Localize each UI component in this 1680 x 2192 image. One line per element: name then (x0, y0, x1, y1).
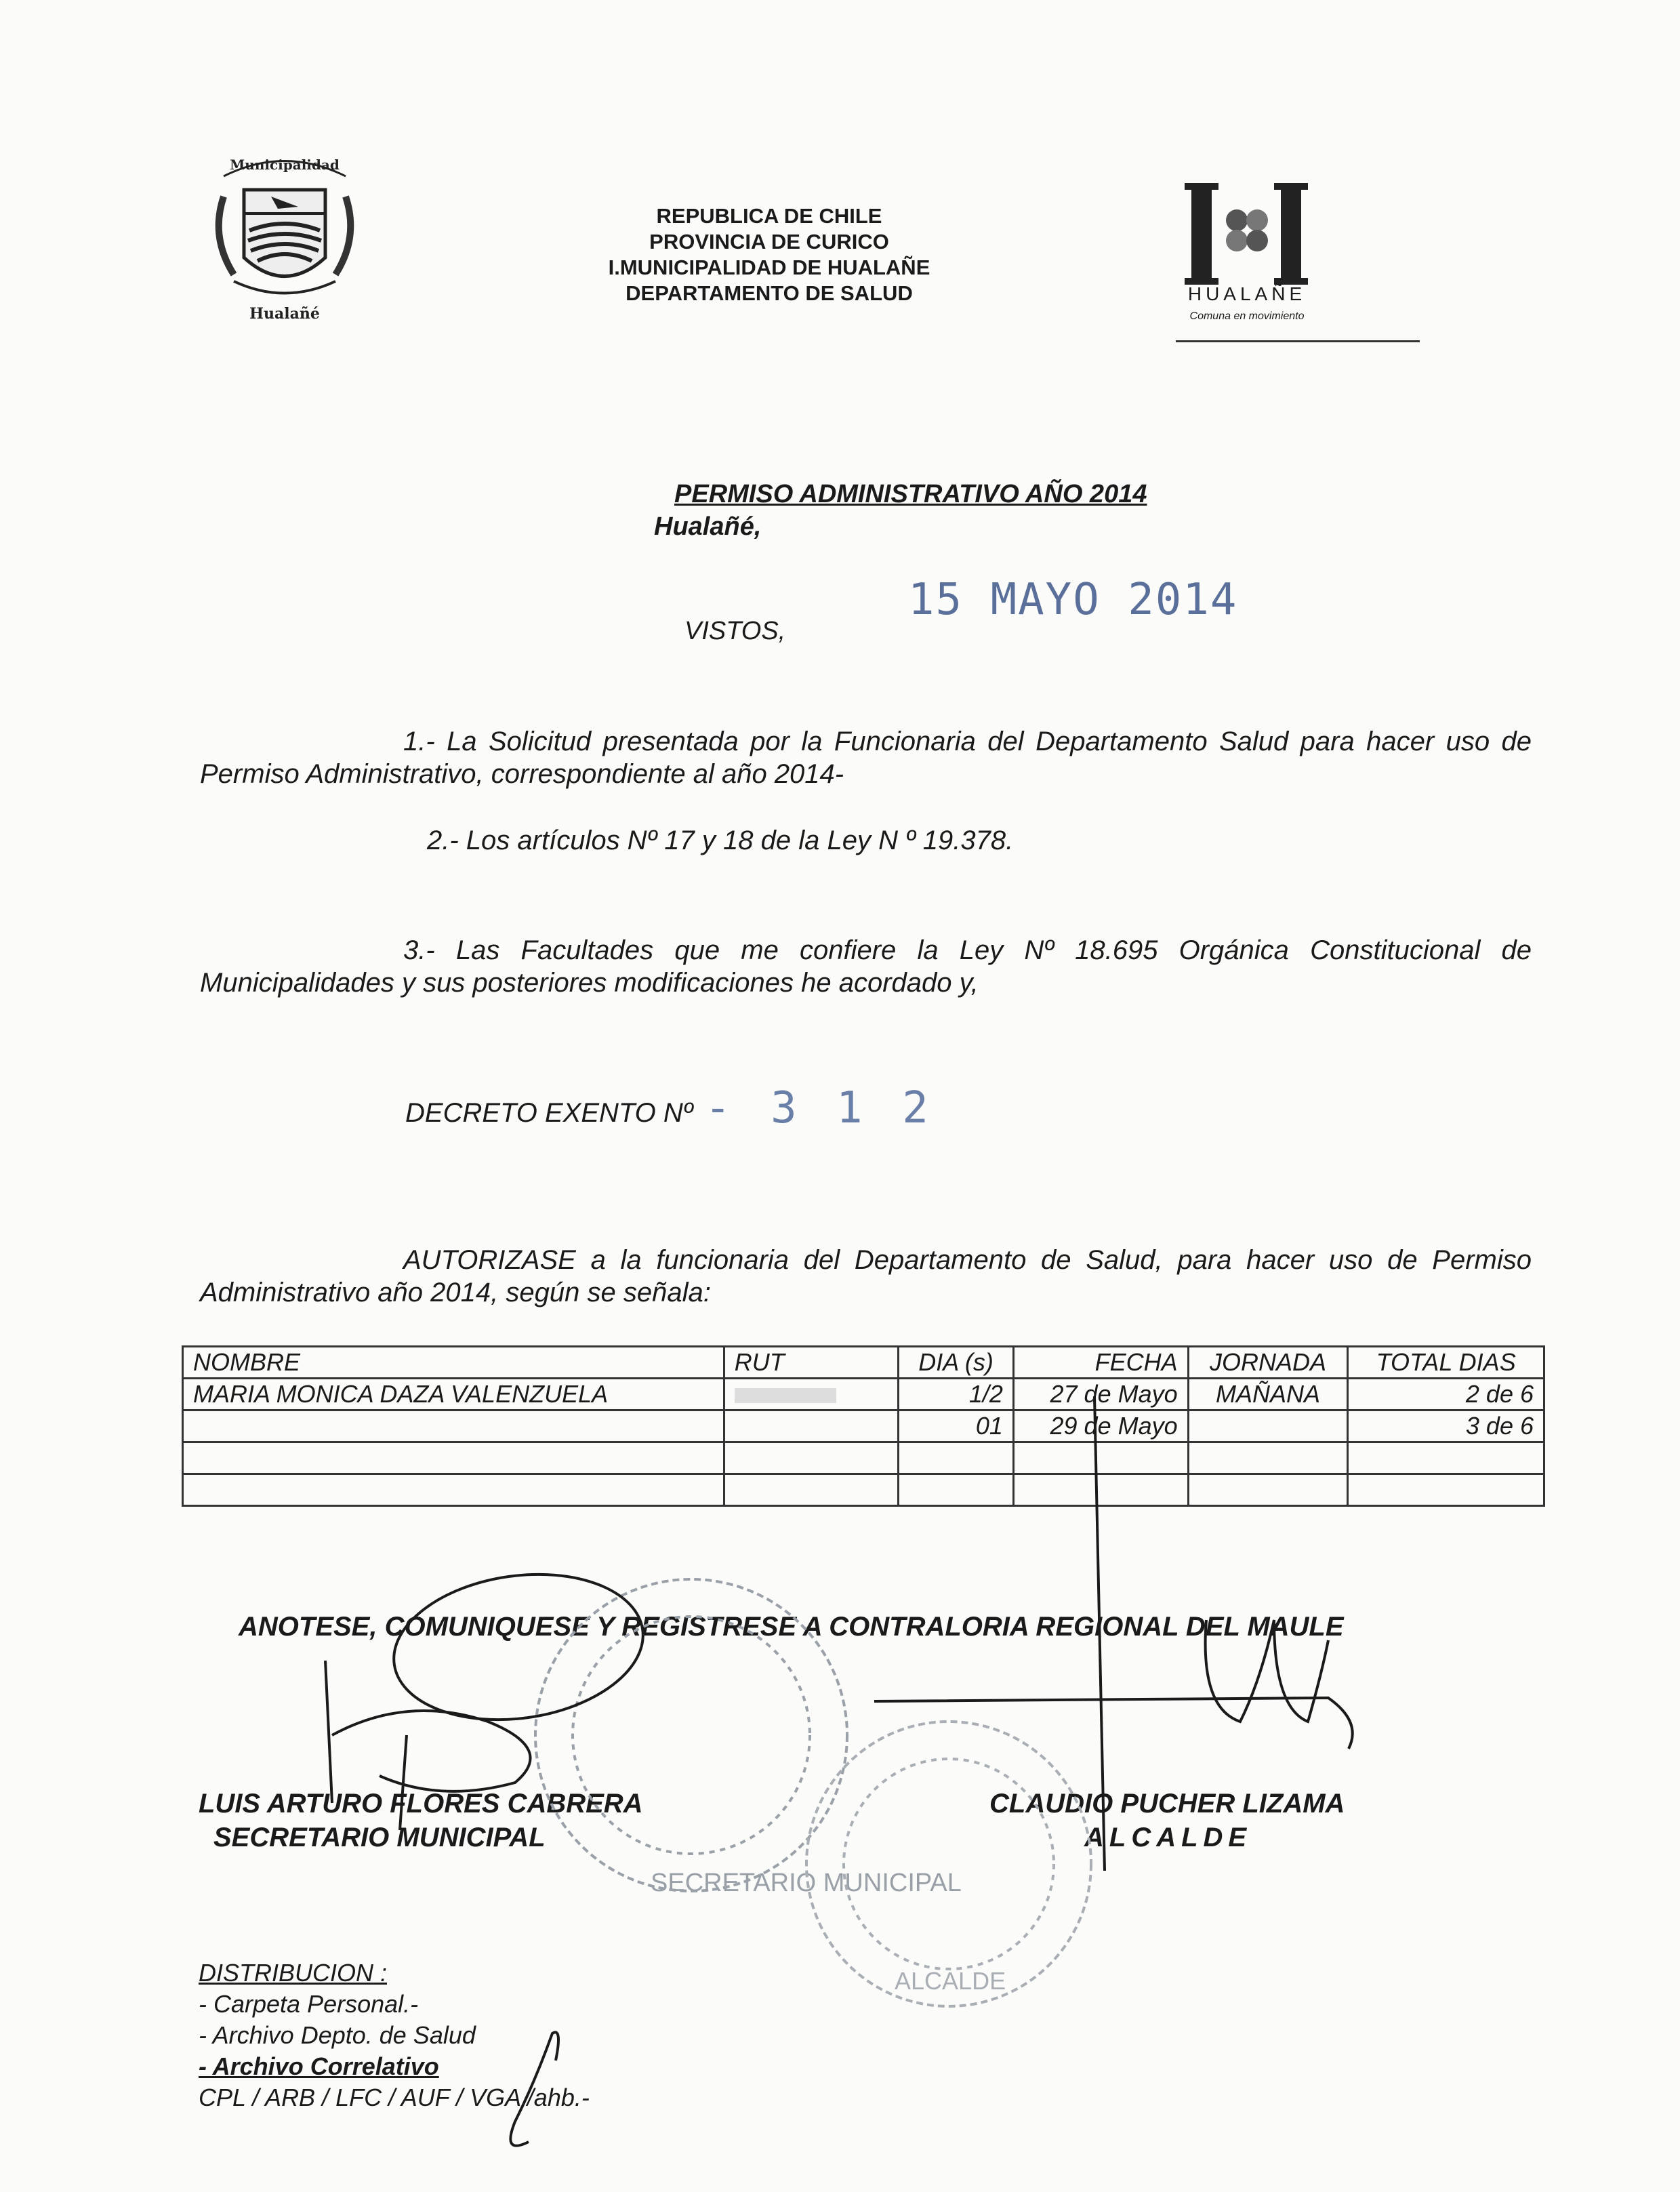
decreto-label: DECRETO EXENTO Nº (405, 1098, 693, 1128)
logo-tagline: Comuna en movimiento (1189, 310, 1305, 322)
secretary-name: LUIS ARTURO FLORES CABRERA (199, 1789, 643, 1819)
cell-total-dias: 2 de 6 (1348, 1379, 1544, 1410)
secretary-stamp (535, 1579, 847, 1891)
item-2-paragraph: 2.- Los artículos Nº 17 y 18 de la Ley N º 19.378. (427, 826, 1014, 855)
distribution-heading: DISTRIBUCION : (199, 1959, 388, 1987)
mayor-role: ALCALDE (1084, 1823, 1252, 1852)
distribution-item: - Archivo Correlativo (199, 2052, 439, 2080)
mayor-stamp (806, 1722, 1091, 2006)
distribution-item: - Carpeta Personal.- (199, 1990, 419, 2018)
header-rut: RUT (724, 1347, 898, 1379)
header-jornada: JORNADA (1188, 1347, 1348, 1379)
distribution-initials: CPL / ARB / LFC / AUF / VGA /ahb.- (199, 2084, 590, 2111)
place-name: Hualañé, (654, 512, 762, 541)
authorization-paragraph: AUTORIZASE a la funcionaria del Departamento de Salud, para hacer uso de Permiso Administrativo año 2014, según se señala: (200, 1245, 1532, 1307)
document-title: PERMISO ADMINISTRATIVO AÑO 2014 (674, 480, 1147, 508)
vistos-heading: VISTOS, (684, 617, 786, 645)
header-total-dias: TOTAL DIAS (1348, 1347, 1544, 1379)
header-municipality: I.MUNICIPALIDAD DE HUALAÑE (608, 256, 930, 279)
secretary-signature (325, 1559, 653, 1830)
cell-nombre: MARIA MONICA DAZA VALENZUELA (183, 1379, 724, 1410)
item-1-paragraph: 1.- La Solicitud presentada por la Funcionaria del Departamento Salud para hacer uso de Permiso Administrativo, correspondiente al año 2014- (200, 727, 1532, 789)
item-3-paragraph: 3.- Las Facultades que me confiere la Ley Nº 18.695 Orgánica Constitucional de Municipalidades y sus posteriores modificaciones he acordado y, (200, 935, 1532, 998)
decreto-number-stamp: - 3 1 2 (705, 1083, 935, 1133)
secretary-stamp-text: SECRETARIO MUNICIPAL (651, 1869, 962, 1897)
cell-jornada: MAÑANA (1188, 1379, 1348, 1410)
crest-top-text: Municipalidad (230, 157, 340, 173)
closing-statement: ANOTESE, COMUNIQUESE Y REGISTRESE A CONTRALORIA REGIONAL DEL MAULE (239, 1612, 1344, 1642)
header-department: DEPARTAMENTO DE SALUD (626, 281, 913, 305)
crest-bottom-text: Hualañé (249, 305, 320, 323)
secretary-role: SECRETARIO MUNICIPAL (213, 1823, 546, 1852)
cell-fecha: 27 de Mayo (1013, 1379, 1188, 1410)
header-fecha: FECHA (1013, 1347, 1188, 1379)
cell-total-dias: 3 de 6 (1348, 1410, 1544, 1442)
header-republic: REPUBLICA DE CHILE (656, 204, 882, 228)
cell-dias: 1/2 (899, 1379, 1014, 1410)
cell-dias: 01 (899, 1410, 1014, 1442)
cell-fecha: 29 de Mayo (1013, 1410, 1188, 1442)
mayor-name: CLAUDIO PUCHER LIZAMA (989, 1789, 1345, 1819)
logo-name: HUALAÑE (1187, 283, 1307, 304)
mayor-stamp-text: ALCALDE (895, 1967, 1006, 1995)
mayor-signature (874, 1396, 1353, 1871)
distribution-item: - Archivo Depto. de Salud (199, 2021, 476, 2049)
header-nombre: NOMBRE (183, 1347, 724, 1379)
header-province: PROVINCIA DE CURICO (649, 230, 889, 253)
header-dias: DIA (s) (899, 1347, 1014, 1379)
distribution-list (199, 1957, 590, 2113)
date-stamp: 15 MAYO 2014 (908, 575, 1238, 625)
